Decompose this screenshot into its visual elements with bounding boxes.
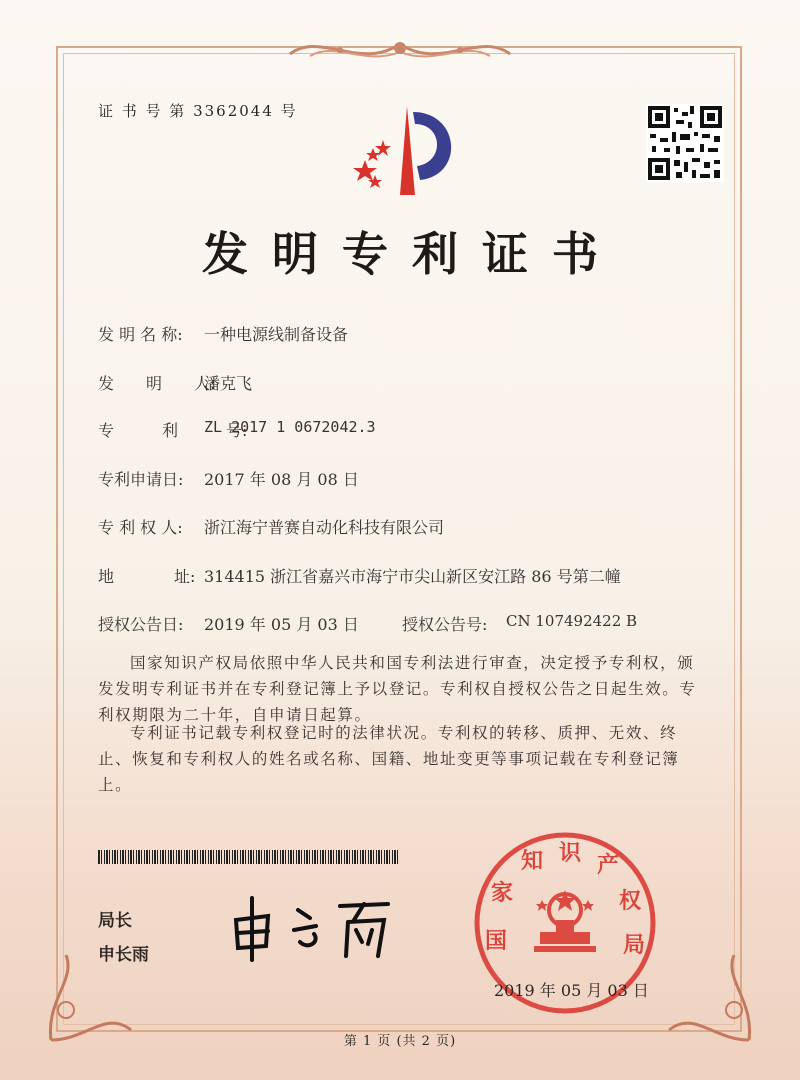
certificate-title: 发明专利证书: [202, 227, 622, 281]
barcode-icon: [98, 850, 398, 864]
seal-date: 2019 年 05 月 03 日: [494, 981, 649, 1000]
patent-number-value: ZL 2017 1 0672042.3: [204, 418, 376, 436]
patentee-value: 浙江海宁普赛自动化科技有限公司: [204, 518, 445, 537]
announce-number-value: CN 107492422 B: [506, 612, 638, 630]
signatory-title: 局长: [98, 911, 132, 931]
filing-date-value: 2017 年 08 月 08 日: [204, 470, 359, 489]
inventor-label: 发 明 人:: [98, 374, 216, 393]
announce-date-label: 授权公告日:: [98, 615, 184, 634]
patent-number-label: 专 利 号:: [98, 421, 248, 440]
signatory-name: 申长雨: [98, 945, 149, 965]
invention-name-label: 发 明 名 称:: [98, 325, 183, 344]
svg-text:产: 产: [596, 852, 620, 878]
svg-text:识: 识: [558, 840, 582, 866]
svg-text:国: 国: [484, 928, 508, 954]
svg-text:家: 家: [490, 880, 514, 906]
filing-date-label: 专利申请日:: [98, 470, 184, 489]
page-footer: 第 1 页 (共 2 页): [343, 1034, 457, 1049]
certificate-number: 证 书 号 第 3362044 号: [98, 102, 298, 120]
invention-name-value: 一种电源线制备设备: [204, 325, 349, 344]
legal-status-paragraph: 专利证书记载专利权登记时的法律状况。专利权的转移、质押、无效、终止、恢复和专利权人的姓名或名称、国籍、地址变更等事项记载在专利登记簿上。: [98, 724, 680, 794]
patentee-label: 专 利 权 人:: [98, 518, 183, 537]
svg-text:局: 局: [622, 932, 646, 958]
qr-code-icon: [646, 104, 724, 182]
top-ornament-icon: [280, 26, 520, 76]
patent-office-logo-icon: [345, 100, 470, 200]
announce-number-label: 授权公告号:: [402, 615, 488, 634]
grant-paragraph: 国家知识产权局依照中华人民共和国专利法进行审查，决定授予专利权，颁发发明专利证书并在专利登记簿上予以登记。专利权自授权公告之日起生效。专利权期限为二十年，自申请日起算。: [98, 654, 697, 724]
address-label-right: 址:: [174, 567, 196, 586]
svg-text:知: 知: [520, 848, 544, 874]
address-value: 314415 浙江省嘉兴市海宁市尖山新区安江路 86 号第二幢: [204, 567, 621, 586]
address-label-left: 地: [98, 567, 115, 586]
svg-text:权: 权: [618, 888, 642, 914]
inventor-value: 潘克飞: [204, 374, 253, 393]
announce-date-value: 2019 年 05 月 03 日: [204, 615, 359, 634]
signature-image: [228, 890, 408, 965]
